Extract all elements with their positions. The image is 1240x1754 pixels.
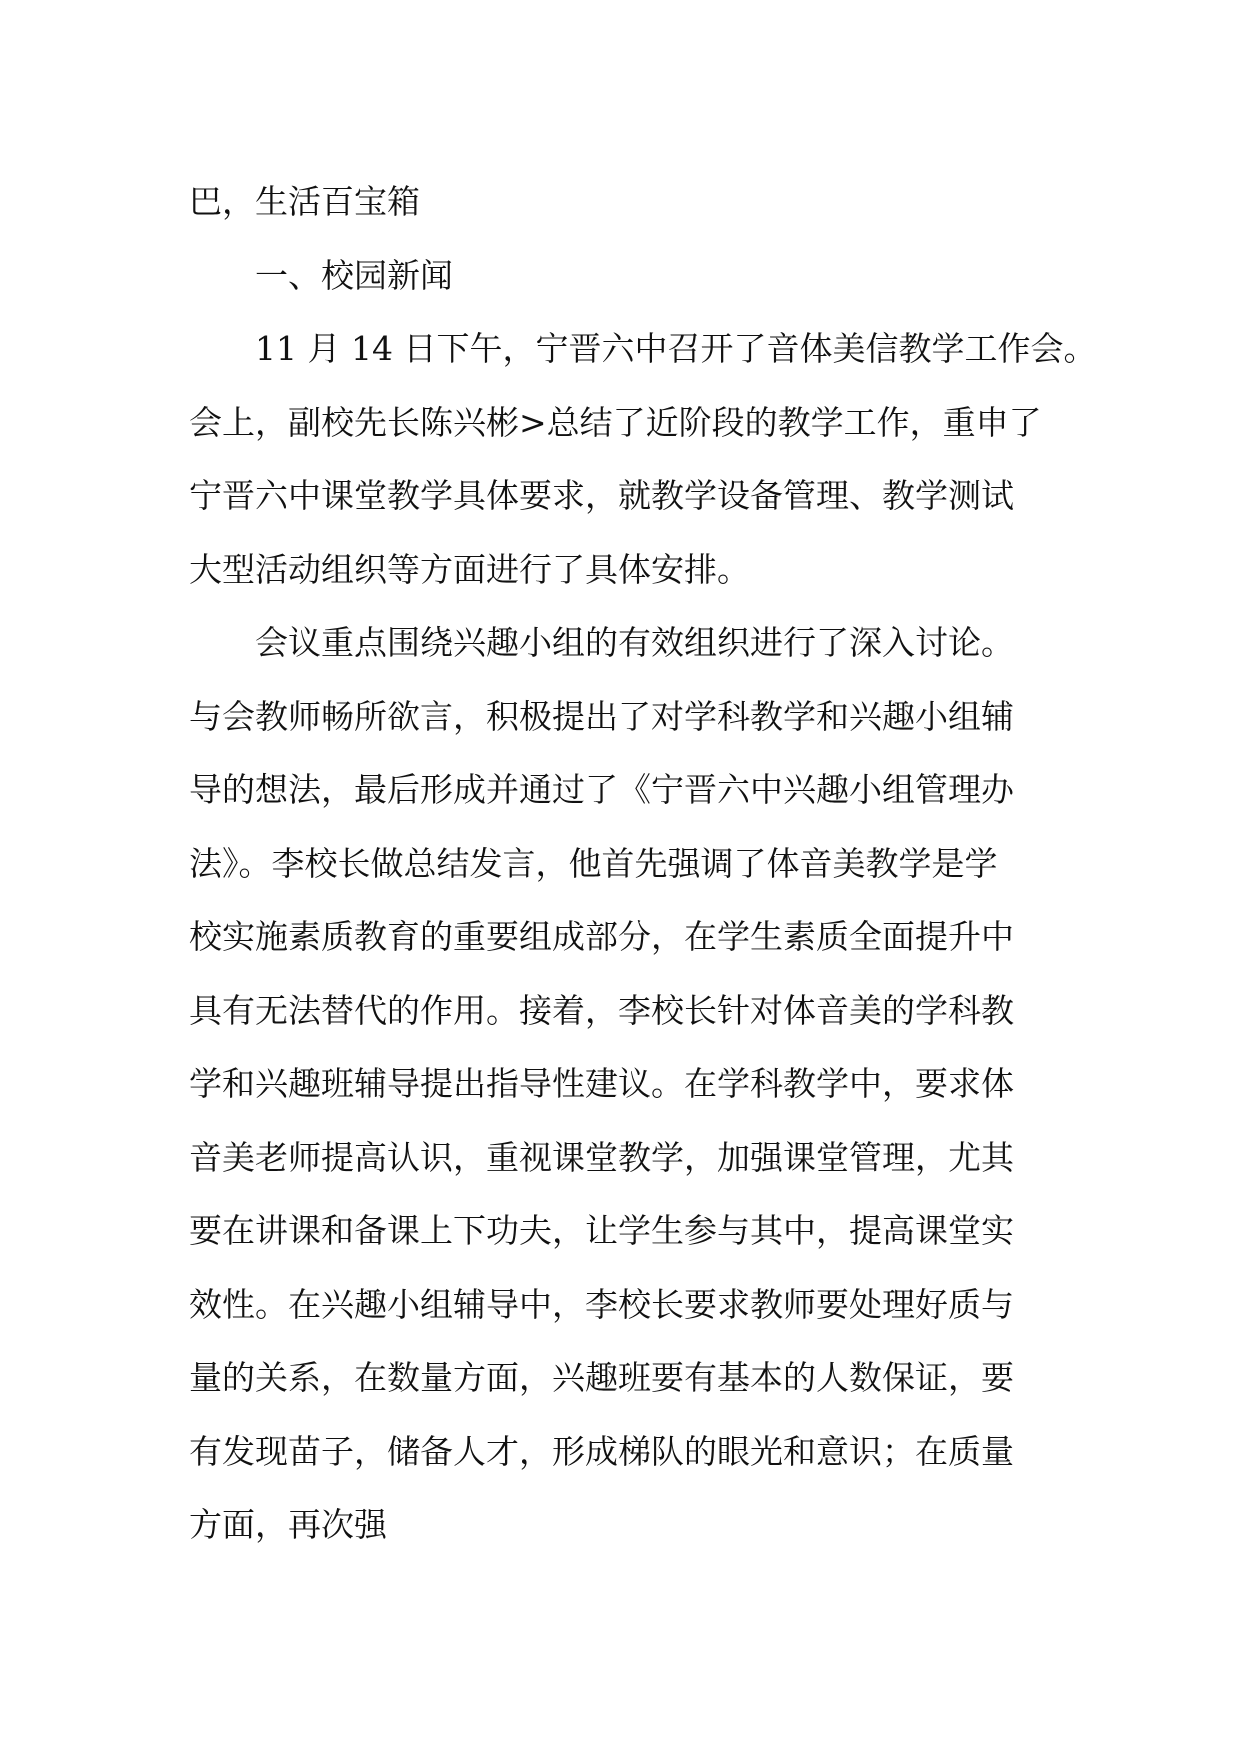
- text-line: 法》。李校长做总结发言，他首先强调了体音美教学是学: [189, 843, 998, 883]
- text-line: 具有无法替代的作用。接着，李校长针对体音美的学科教: [189, 990, 1014, 1030]
- text-line: 要在讲课和备课上下功夫，让学生参与其中，提高课堂实: [189, 1211, 1014, 1250]
- text-line: 导的想法，最后形成并通过了《宁晋六中兴趣小组管理办: [189, 770, 1014, 809]
- text-line: 效性。在兴趣小组辅导中，李校长要求教师要处理好质与: [189, 1284, 1014, 1324]
- text-line: 巴，生活百宝箱: [189, 182, 420, 221]
- text-line: 方面，再次强: [189, 1505, 387, 1544]
- article-body: [189, 165, 1097, 1562]
- text-line: 会议重点围绕兴趣小组的有效组织进行了深入讨论。: [255, 623, 1014, 662]
- text-line: 大型活动组织等方面进行了具体安排。: [189, 549, 750, 589]
- section-heading: 一、校园新闻: [255, 255, 453, 295]
- text-line: 量的关系，在数量方面，兴趣班要有基本的人数保证，要: [189, 1358, 1014, 1397]
- text-line: 会上，副校先长陈兴彬>总结了近阶段的教学工作，重申了: [189, 402, 1042, 442]
- text-line: 学和兴趣班辅导提出指导性建议。在学科教学中，要求体: [189, 1064, 1014, 1103]
- text-line: 校实施素质教育的重要组成部分，在学生素质全面提升中: [189, 917, 1014, 956]
- text-line: 11 月 14 日下午，宁晋六中召开了音体美信教学工作会。: [255, 329, 1097, 368]
- text-line: 与会教师畅所欲言，积极提出了对学科教学和兴趣小组辅: [189, 696, 1014, 736]
- text-line: 音美老师提高认识，重视课堂教学，加强课堂管理，尤其: [189, 1137, 1014, 1177]
- text-line: 宁晋六中课堂教学具体要求，就教学设备管理、教学测试: [189, 476, 1014, 515]
- text-line: 有发现苗子，储备人才，形成梯队的眼光和意识；在质量: [189, 1431, 1014, 1471]
